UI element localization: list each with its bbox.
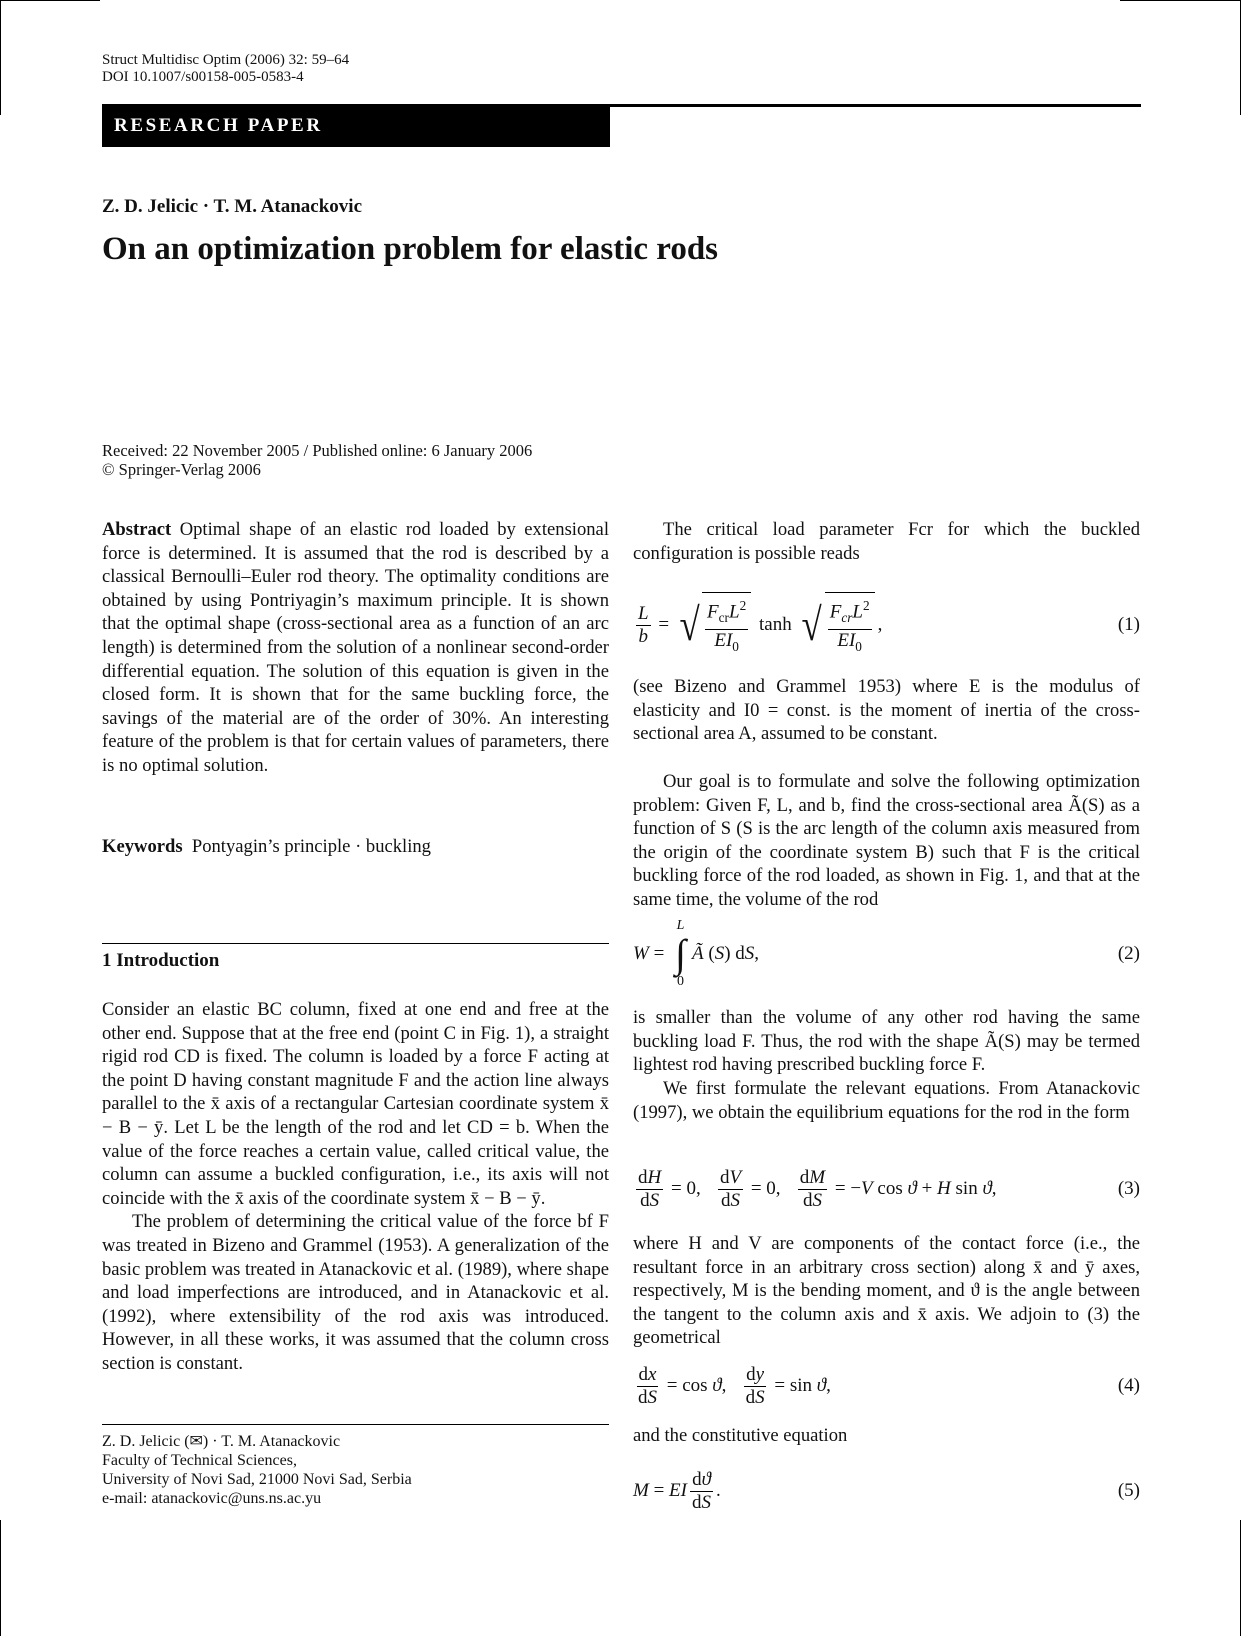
- equation-4: $\frac{dx}{dS}$ = cos ϑ , $\frac{dy}{dS}$ = sin ϑ , (4): [633, 1357, 1140, 1415]
- crop-mark: [0, 1520, 1, 1636]
- crop-mark: [0, 0, 1, 115]
- header-rule: [610, 104, 1141, 107]
- journal-info: [102, 52, 349, 86]
- section-title: 1 Introduction: [102, 950, 220, 971]
- affiliation-line: e-mail: atanackovic@uns.ns.ac.yu: [102, 1490, 322, 1507]
- journal-citation: Struct Multidisc Optim (2006) 32: 59–64: [102, 52, 350, 68]
- right-paragraph: is smaller than the volume of any other rod having the same buckling load F. Thus, the rod with the shape Ã(S) may be termed lightest rod having prescribed buckling force F.: [633, 1007, 1140, 1076]
- affiliation-line: Z. D. Jelicic (✉) · T. M. Atanackovic: [102, 1433, 341, 1450]
- right-paragraph: (see Bizeno and Grammel 1953) where E is the modulus of elasticity and I0 = const. is the moment of inertia of the cross-sectional area A, assumed to be constant.: [633, 676, 1140, 745]
- abstract-label: Abstract: [102, 519, 172, 540]
- crop-mark: [0, 0, 100, 1]
- publication-dates: [102, 441, 532, 479]
- introduction-text: [102, 998, 609, 1376]
- footnote-rule: [102, 1424, 609, 1425]
- section-rule: [102, 943, 609, 944]
- keywords: [102, 835, 609, 859]
- equation-number: (3): [1117, 1178, 1140, 1199]
- authors: Z. D. Jelicic · T. M. Atanackovic: [102, 196, 362, 217]
- equation-number: (4): [1117, 1375, 1140, 1396]
- right-paragraph: and the constitutive equation: [633, 1425, 848, 1446]
- equation-number: (1): [1117, 614, 1140, 635]
- equation-2: W = L ∫ 0 Ã ( S ) d S , (2): [633, 910, 1140, 998]
- keywords-text: Pontyagin’s principle · buckling: [191, 836, 431, 857]
- doi: DOI 10.1007/s00158-005-0583-4: [102, 69, 304, 85]
- intro-paragraph: Consider an elastic BC column, fixed at one end and free at the other end. Suppose that at the free end (point C in Fig. 1), a straight rigid rod CD is fixed. The column is loaded by a force F acting at the point D having constant magnitude F and the action line always parallel to the x̄ axis of a rectangular Cartesian coordinate system x̄ − B − ȳ. Let L be the length of the rod and let CD = b. When the value of the force reaches a certain value, called critical value, the column can assume a buckled configuration, i.e., its axis will not coincide with the x̄ axis of the coordinate system x̄ − B − ȳ.: [102, 999, 609, 1209]
- paper-title: On an optimization problem for elastic rods: [102, 231, 719, 267]
- copyright-line: © Springer-Verlag 2006: [102, 460, 261, 479]
- right-paragraph: We first formulate the relevant equations. From Atanackovic (1997), we obtain the equilibrium equations for the rod in the form: [633, 1078, 1140, 1123]
- author-affiliation: [102, 1432, 412, 1508]
- equation-1: $\frac{L}{b}$ = √ $\frac{F_{cr}L^2}{EI_0}$ tanh √ $\frac{F_{cr}L^2}{EI_0}$ , (1): [633, 595, 1140, 655]
- crop-mark: [1120, 0, 1241, 1]
- abstract: [102, 518, 609, 778]
- equation-number: (5): [1117, 1480, 1140, 1501]
- affiliation-line: Faculty of Technical Sciences,: [102, 1452, 297, 1469]
- keywords-label: Keywords: [102, 836, 183, 857]
- intro-paragraph: The problem of determining the critical value of the force bf F was treated in Bizeno and Grammel (1953). A generalization of the basic problem was treated in Atanackovic et al. (1989), where shape and load imperfections are introduced, and in Atanackovic et al. (1992), where extensibility of the rod axis was introduced. However, in all these works, it was assumed that the column cross section is constant.: [102, 1211, 610, 1374]
- received-line: Received: 22 November 2005 / Published online: 6 January 2006: [102, 441, 533, 460]
- right-paragraph: where H and V are components of the contact force (i.e., the resultant force in an arbitrary cross section) along x̄ and ȳ axes, respectively, M is the bending moment, and ϑ is the angle between the tangent to the column axis and x̄ axis. We adjoin to (3) the geometrical: [633, 1233, 1140, 1349]
- equation-number: (2): [1117, 943, 1140, 964]
- equation-3: $\frac{dH}{dS}$ = 0, $\frac{dV}{dS}$ = 0, $\frac{dM}{dS}$ = − V cos ϑ + H sin ϑ , (3): [633, 1160, 1140, 1218]
- abstract-text: Optimal shape of an elastic rod loaded by extensional force is determined. It is assumed that the rod is described by a classical Bernoulli–Euler rod theory. The optimality conditions are obtained by using Pontriyagin’s maximum principle. It is shown that the optimal shape (cross-sectional area as a function of an arc length) is determined from the solution of a nonlinear second-order differential equation. The solution of this equation is given in the closed form. It is shown that for the same buckling force, the savings of the material are of the order of 30%. An interesting feature of the problem is that for certain values of parameters, there is no optimal solution.: [102, 519, 609, 776]
- research-paper-banner: RESEARCH PAPER: [102, 104, 610, 147]
- affiliation-line: University of Novi Sad, 21000 Novi Sad, Serbia: [102, 1471, 412, 1488]
- right-paragraph: Our goal is to formulate and solve the following optimization problem: Given F, L, and b, find the cross-sectional area Ã(S) as a function of S (S is the arc length of the column axis measured from the origin of the coordinate system B) such that F is the critical buckling force of the rod loaded, as shown in Fig. 1, and that at the same time, the volume of the rod: [633, 771, 1140, 910]
- right-paragraph: The critical load parameter Fcr for which the buckled configuration is possible reads: [633, 519, 1140, 564]
- equation-5: M = EI $\frac{dϑ}{dS}$ . (5): [633, 1462, 1140, 1520]
